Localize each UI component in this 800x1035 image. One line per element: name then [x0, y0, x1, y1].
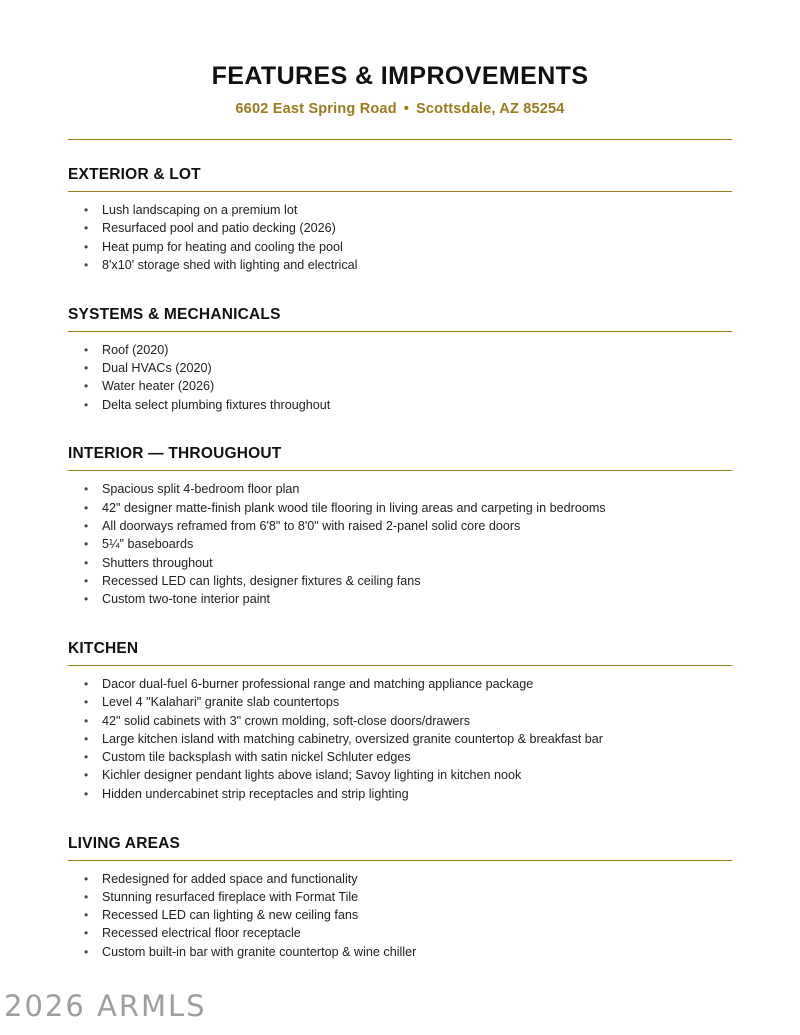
list-item — [82, 713, 732, 731]
header-divider — [68, 139, 732, 140]
section-item-list — [68, 342, 732, 415]
bullet-icon: • — [84, 944, 89, 959]
address-separator: • — [403, 101, 410, 117]
section-living-areas — [68, 835, 732, 962]
section-item-list — [68, 481, 732, 609]
list-item — [82, 731, 732, 749]
list-item — [82, 944, 732, 962]
list-item — [82, 220, 732, 238]
list-item — [82, 767, 732, 785]
section-item-list — [68, 871, 732, 962]
list-item — [82, 360, 732, 378]
list-item — [82, 786, 732, 804]
list-item-text: Custom built-in bar with granite countertop & wine chiller — [102, 944, 417, 959]
list-item — [82, 239, 732, 257]
bullet-icon: • — [84, 889, 89, 904]
list-item-text: Kichler designer pendant lights above island; Savoy lighting in kitchen nook — [102, 768, 522, 783]
list-item — [82, 518, 732, 536]
section-kitchen — [68, 640, 732, 804]
section-divider — [68, 665, 732, 666]
bullet-icon: • — [84, 360, 89, 375]
list-item-text: Resurfaced pool and patio decking (2026) — [102, 221, 336, 236]
bullet-icon: • — [84, 926, 89, 941]
list-item-text: Dacor dual-fuel 6-burner professional range and matching appliance package — [102, 676, 534, 691]
bullet-icon: • — [84, 676, 89, 691]
list-item — [82, 591, 732, 609]
list-item-text: Water heater (2026) — [102, 379, 215, 394]
list-item — [82, 481, 732, 499]
bullet-icon: • — [84, 239, 89, 254]
list-item — [82, 925, 732, 943]
bullet-icon: • — [84, 713, 89, 728]
list-item-text: 42" designer matte-finish plank wood tile flooring in living areas and carpeting in bedrooms — [102, 500, 606, 515]
bullet-icon: • — [84, 203, 89, 217]
list-item-text: Redesigned for added space and functionality — [102, 871, 358, 886]
list-item-text: Dual HVACs (2020) — [102, 360, 212, 375]
list-item — [82, 749, 732, 767]
bullet-icon: • — [84, 908, 89, 923]
list-item-text: Recessed LED can lights, designer fixtures & ceiling fans — [102, 573, 421, 588]
list-item-text: Large kitchen island with matching cabinetry, oversized granite countertop & breakfast bar — [102, 731, 603, 746]
bullet-icon: • — [84, 518, 89, 533]
section-interior-throughout — [68, 445, 732, 609]
list-item-text: Spacious split 4-bedroom floor plan — [102, 482, 300, 497]
bullet-icon: • — [84, 342, 89, 357]
page-title: FEATURES & IMPROVEMENTS — [211, 62, 589, 90]
list-item — [82, 573, 732, 591]
bullet-icon: • — [84, 731, 89, 746]
address-city-state-zip: Scottsdale, AZ 85254 — [416, 101, 565, 117]
property-address — [68, 101, 732, 117]
section-item-list — [68, 202, 732, 275]
section-divider — [68, 331, 732, 332]
list-item-text: 8'x10' storage shed with lighting and electrical — [102, 257, 358, 272]
bullet-icon: • — [84, 592, 89, 607]
list-item — [82, 555, 732, 573]
section-heading: LIVING AREAS — [68, 834, 181, 852]
bullet-icon: • — [84, 537, 89, 552]
list-item-text: Level 4 "Kalahari" granite slab countertops — [102, 695, 340, 710]
list-item — [82, 397, 732, 415]
list-item-text: 42" solid cabinets with 3" crown molding, soft-close doors/drawers — [102, 713, 471, 728]
list-item — [82, 202, 732, 220]
list-item-text: Shutters throughout — [102, 555, 213, 570]
list-item — [82, 889, 732, 907]
bullet-icon: • — [84, 379, 89, 394]
bullet-icon: • — [84, 397, 89, 412]
section-heading: KITCHEN — [68, 639, 139, 657]
bullet-icon: • — [84, 750, 89, 765]
bullet-icon: • — [84, 500, 89, 515]
list-item-text: Heat pump for heating and cooling the pool — [102, 239, 343, 254]
bullet-icon: • — [84, 257, 89, 272]
list-item — [82, 871, 732, 889]
list-item-text: 5¼" baseboards — [102, 537, 194, 552]
list-item — [82, 500, 732, 518]
section-divider — [68, 860, 732, 861]
list-item — [82, 257, 732, 275]
list-item — [82, 907, 732, 925]
list-item-text: Custom two-tone interior paint — [102, 592, 270, 607]
list-item-text: Recessed LED can lighting & new ceiling fans — [102, 908, 359, 923]
section-divider — [68, 191, 732, 192]
section-heading: SYSTEMS & MECHANICALS — [68, 305, 281, 323]
bullet-icon: • — [84, 555, 89, 570]
list-item-text: Custom tile backsplash with satin nickel Schluter edges — [102, 750, 411, 765]
list-item — [82, 676, 732, 694]
bullet-icon: • — [84, 768, 89, 783]
list-item-text: Roof (2020) — [102, 342, 169, 357]
bullet-icon: • — [84, 482, 89, 497]
section-item-list — [68, 676, 732, 804]
list-item — [82, 694, 732, 712]
list-item-text: Stunning resurfaced fireplace with Format Tile — [102, 889, 359, 904]
section-systems-and-mechanicals — [68, 306, 732, 415]
list-item-text: All doorways reframed from 6'8" to 8'0" with raised 2-panel solid core doors — [102, 518, 521, 533]
bullet-icon: • — [84, 695, 89, 710]
list-item — [82, 536, 732, 554]
armls-watermark: 2026 ARMLS — [4, 989, 207, 1023]
list-item-text: Lush landscaping on a premium lot — [102, 203, 298, 217]
list-item-text: Recessed electrical floor receptacle — [102, 926, 301, 941]
list-item — [82, 342, 732, 360]
address-street: 6602 East Spring Road — [235, 101, 397, 117]
bullet-icon: • — [84, 221, 89, 236]
list-item — [82, 378, 732, 396]
bullet-icon: • — [84, 573, 89, 588]
section-divider — [68, 470, 732, 471]
list-item-text: Delta select plumbing fixtures throughout — [102, 397, 331, 412]
bullet-icon: • — [84, 786, 89, 801]
bullet-icon: • — [84, 871, 89, 886]
section-heading: INTERIOR — THROUGHOUT — [68, 445, 282, 463]
list-item-text: Hidden undercabinet strip receptacles and strip lighting — [102, 786, 409, 801]
section-heading: EXTERIOR & LOT — [68, 166, 201, 183]
section-exterior-and-lot — [68, 166, 732, 275]
